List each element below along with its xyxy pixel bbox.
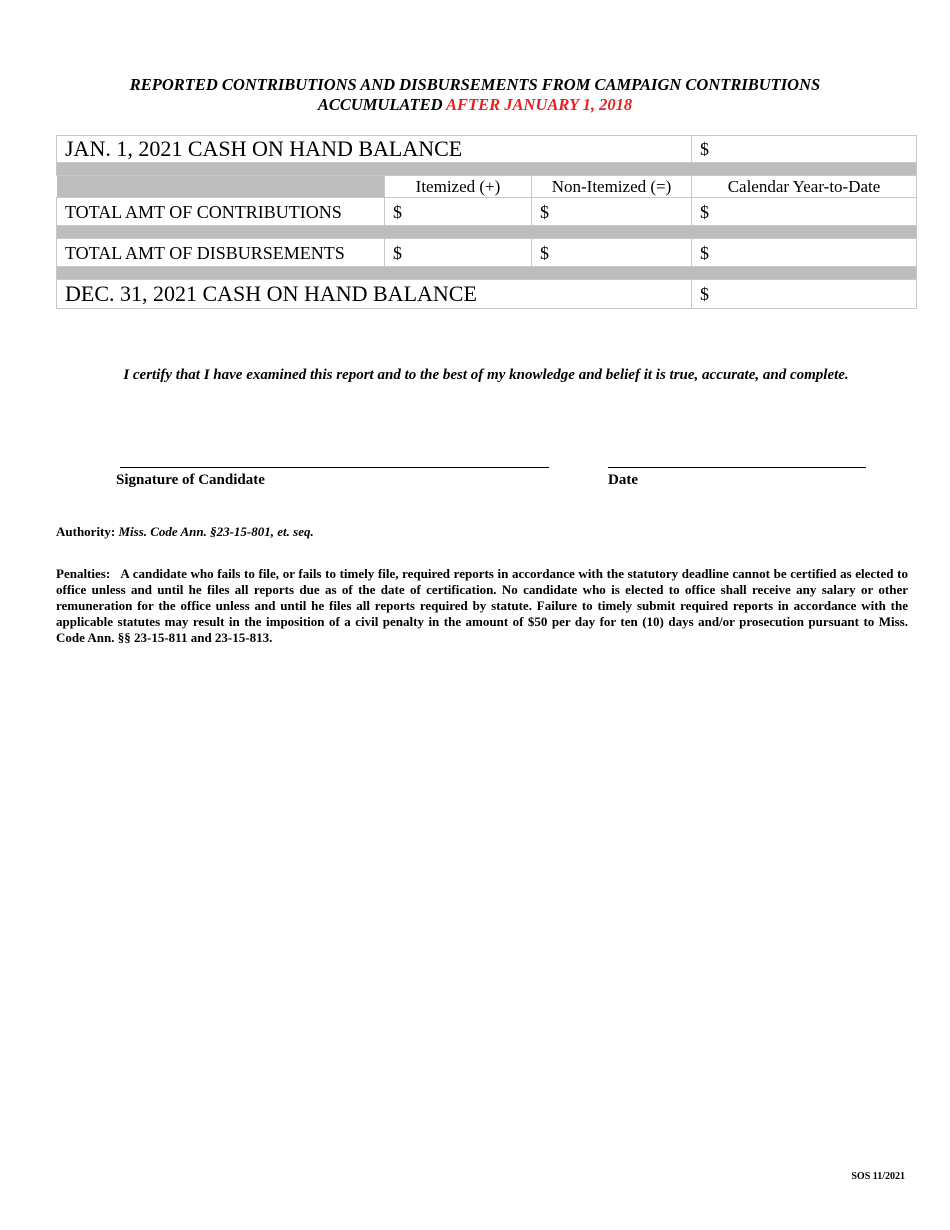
report-title bbox=[0, 75, 950, 115]
disbursements-row bbox=[57, 239, 917, 267]
header-spacer bbox=[57, 176, 385, 198]
title-line-2-prefix: ACCUMULATED bbox=[317, 95, 447, 114]
form-id: SOS 11/2021 bbox=[851, 1171, 905, 1182]
disbursements-ytd-field[interactable]: $ bbox=[692, 239, 917, 267]
column-header-itemized: Itemized (+) bbox=[385, 176, 532, 198]
signature-line[interactable] bbox=[120, 467, 549, 468]
disbursements-itemized-field[interactable]: $ bbox=[385, 239, 532, 267]
penalties-label: Penalties: bbox=[56, 566, 111, 581]
opening-balance-field[interactable]: $ bbox=[692, 136, 917, 163]
date-line[interactable] bbox=[608, 467, 866, 468]
column-header-non-itemized: Non-Itemized (=) bbox=[532, 176, 692, 198]
disbursements-non-itemized-field[interactable]: $ bbox=[532, 239, 692, 267]
separator-row bbox=[57, 226, 917, 239]
title-line-2 bbox=[0, 95, 950, 115]
title-line-1: REPORTED CONTRIBUTIONS AND DISBURSEMENTS FROM CAMPAIGN CONTRIBUTIONS bbox=[129, 75, 821, 94]
opening-balance-row bbox=[57, 136, 917, 163]
closing-balance-label: DEC. 31, 2021 CASH ON HAND BALANCE bbox=[57, 280, 692, 309]
disbursements-label: TOTAL AMT OF DISBURSEMENTS bbox=[57, 239, 385, 267]
signature-label: Signature of Candidate bbox=[116, 472, 265, 488]
contributions-non-itemized-field[interactable]: $ bbox=[532, 198, 692, 226]
separator-bar bbox=[57, 267, 917, 280]
column-header-row bbox=[57, 176, 917, 198]
separator-row bbox=[57, 163, 917, 176]
separator-bar bbox=[57, 226, 917, 239]
separator-bar bbox=[57, 163, 917, 176]
title-line-2-highlight: AFTER JANUARY 1, 2018 bbox=[446, 95, 633, 114]
opening-balance-label: JAN. 1, 2021 CASH ON HAND BALANCE bbox=[57, 136, 692, 163]
cash-summary-table bbox=[56, 135, 917, 309]
authority-note bbox=[56, 524, 314, 540]
penalties-note bbox=[56, 566, 908, 646]
contributions-itemized-field[interactable]: $ bbox=[385, 198, 532, 226]
closing-balance-row bbox=[57, 280, 917, 309]
authority-label: Authority: bbox=[56, 524, 116, 539]
contributions-label: TOTAL AMT OF CONTRIBUTIONS bbox=[57, 198, 385, 226]
contributions-row bbox=[57, 198, 917, 226]
penalties-text: A candidate who fails to file, or fails to timely file, required reports in accordance with the statutory deadline cannot be certified as elected to office unless and until he files all reports due as of the date of certification. No candidate who is elected to office shall receive any salary or other remuneration for the office unless and until he files all reports required by statute. Failure to timely submit required reports in accordance with the applicable statutes may result in the imposition of a civil penalty in the amount of $50 per day for ten (10) days and/or prosecution pursuant to Miss. Code Ann. §§ 23-15-811 and 23-15-813. bbox=[56, 566, 908, 645]
contributions-ytd-field[interactable]: $ bbox=[692, 198, 917, 226]
column-header-ytd: Calendar Year-to-Date bbox=[692, 176, 917, 198]
separator-row bbox=[57, 267, 917, 280]
authority-citation: Miss. Code Ann. §23-15-801, et. seq. bbox=[118, 524, 314, 539]
date-label: Date bbox=[608, 472, 638, 488]
certification-statement: I certify that I have examined this report and to the best of my knowledge and belief it is true, accurate, and complete. bbox=[123, 367, 849, 383]
closing-balance-field[interactable]: $ bbox=[692, 280, 917, 309]
